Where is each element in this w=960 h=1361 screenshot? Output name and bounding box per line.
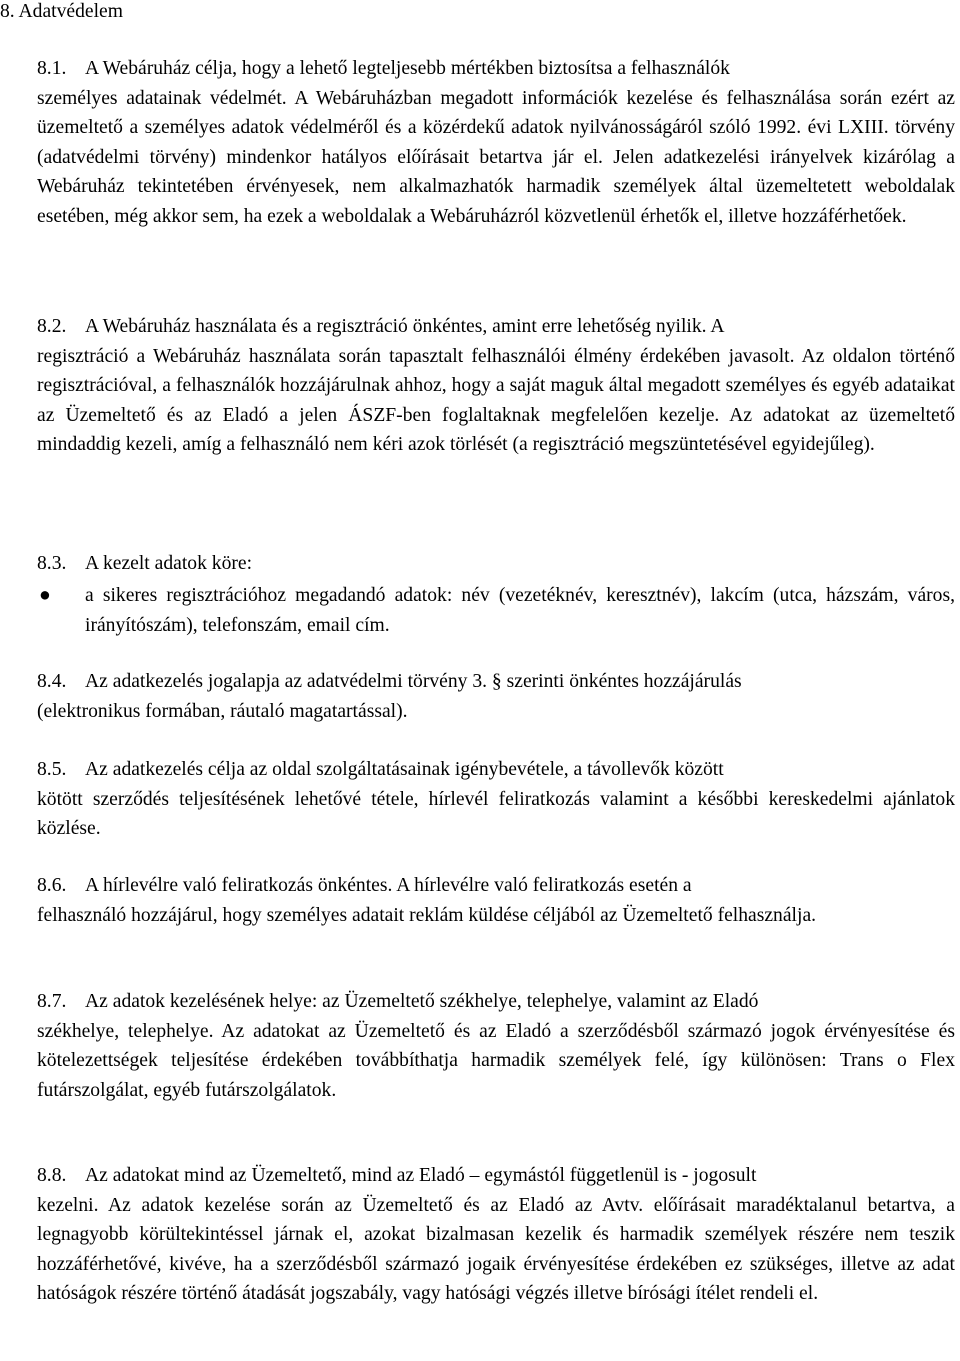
paragraph-first-line: A Webáruház használata és a regisztráció önkéntes, amint erre lehetőség nyilik. A <box>85 316 725 337</box>
paragraph-8-5 <box>37 755 955 844</box>
paragraph-first-line: Az adatok kezelésének helye: az Üzemeltető székhelye, telephelye, valamint az Eladó <box>85 991 759 1012</box>
paragraph-first-line: A hírlevélre való feliratkozás önkéntes. A hírlevélre való feliratkozás esetén a <box>85 875 692 896</box>
paragraph-number: 8.8. <box>37 1165 67 1186</box>
paragraph-first-line: A Webáruház célja, hogy a lehető legteljesebb mértékben biztosítsa a felhasználók <box>85 58 730 79</box>
section-heading: 8. Adatvédelem <box>0 1 123 22</box>
bullet-item <box>39 581 955 640</box>
paragraph-8-4 <box>37 667 955 726</box>
paragraph-body: kezelni. Az adatok kezelése során az Üzemeltető és az Eladó az Avtv. előírásait maradéktalanul betartva, a legnagyobb körültekintéssel járnak el, azokat bizalmasan kezelik és harmadik személyek részére nem teszik hozzáférhetővé, kivéve, ha a szerződésből származó jogaik érvényesítése érdekében ez szükséges, illetve az adat hatóságok részére történő átadását jogszabály, vagy hatósági végzés illetve bírósági ítélet rendeli el. <box>37 1194 955 1305</box>
paragraph-body: felhasználó hozzájárul, hogy személyes adatait reklám küldése céljából az Üzemeltető felhasználja. <box>37 904 817 926</box>
paragraph-body: regisztráció a Webáruház használata során tapasztalt felhasználói élmény érdekében javasolt. Az oldalon történő regisztrációval, a felhasználók hozzájárulnak ahhoz, hogy a saját maguk által megadott személyes és egyéb adataikat az Üzemeltető és az Eladó a jelen ÁSZF-ben foglaltaknak megfelelően kezelje. Az adatokat az üzemeltető mindaddig kezeli, amíg a felhasználó nem kéri azok törlését (a regisztráció megszüntetésével egyidejűleg). <box>37 345 955 456</box>
paragraph-number: 8.7. <box>37 991 67 1012</box>
paragraph-body: székhelye, telephelye. Az adatokat az Üzemeltető és az Eladó a szerződésből származó jogok érvényesítése és kötelezettségek teljesítése érdekében továbbíthatja harmadik személyek felé, így különösen: Trans o Flex futárszolgálat, egyéb futárszolgálatok. <box>37 1020 955 1101</box>
paragraph-number: 8.3. <box>37 553 67 574</box>
paragraph-first-line: A kezelt adatok köre: <box>85 553 253 574</box>
paragraph-first-line: Az adatkezelés jogalapja az adatvédelmi törvény 3. § szerinti önkéntes hozzájárulás <box>85 671 742 692</box>
paragraph-number: 8.2. <box>37 316 67 337</box>
bullet-icon: ● <box>39 585 51 606</box>
paragraph-8-2 <box>37 312 955 460</box>
paragraph-8-7 <box>37 987 955 1105</box>
bullet-text: a sikeres regisztrációhoz megadandó adatok: név (vezetéknév, keresztnév), lakcím (utca, házszám, város, irányítószám), telefonszám, email cím. <box>85 585 955 636</box>
paragraph-first-line: Az adatokat mind az Üzemeltető, mind az Eladó – egymástól függetlenül is - jogosult <box>85 1165 757 1186</box>
paragraph-body: kötött szerződés teljesítésének lehetővé tétele, hírlevél feliratkozás valamint a későbbi kereskedelmi ajánlatok közlése. <box>37 788 955 840</box>
paragraph-number: 8.6. <box>37 875 67 896</box>
paragraph-8-3 <box>37 549 955 579</box>
paragraph-number: 8.5. <box>37 759 67 780</box>
paragraph-number: 8.1. <box>37 58 67 79</box>
paragraph-number: 8.4. <box>37 671 67 692</box>
paragraph-body: személyes adatainak védelmét. A Webáruházban megadott információk kezelése és felhasználása során ezért az üzemeltető a személyes adatok védelméről és a közérdekű adatok nyilvánosságáról szóló 1992. évi LXIII. törvény (adatvédelmi törvény) mindenkor hatályos előírásait betartva jár el. Jelen adatkezelési irányelvek kizárólag a Webáruház tekintetében érvényesek, nem alkalmazhatók harmadik személyek által üzemeltetett weboldalak esetében, még akkor sem, ha ezek a weboldalak a Webáruházról közvetlenül érhetők el, illetve hozzáférhetőek. <box>37 87 955 227</box>
paragraph-8-8 <box>37 1161 955 1309</box>
paragraph-body: (elektronikus formában, ráutaló magatartással). <box>37 700 408 722</box>
paragraph-8-6 <box>37 871 955 930</box>
paragraph-8-1 <box>37 54 955 232</box>
paragraph-first-line: Az adatkezelés célja az oldal szolgáltatásainak igénybevétele, a távollevők között <box>85 759 724 780</box>
